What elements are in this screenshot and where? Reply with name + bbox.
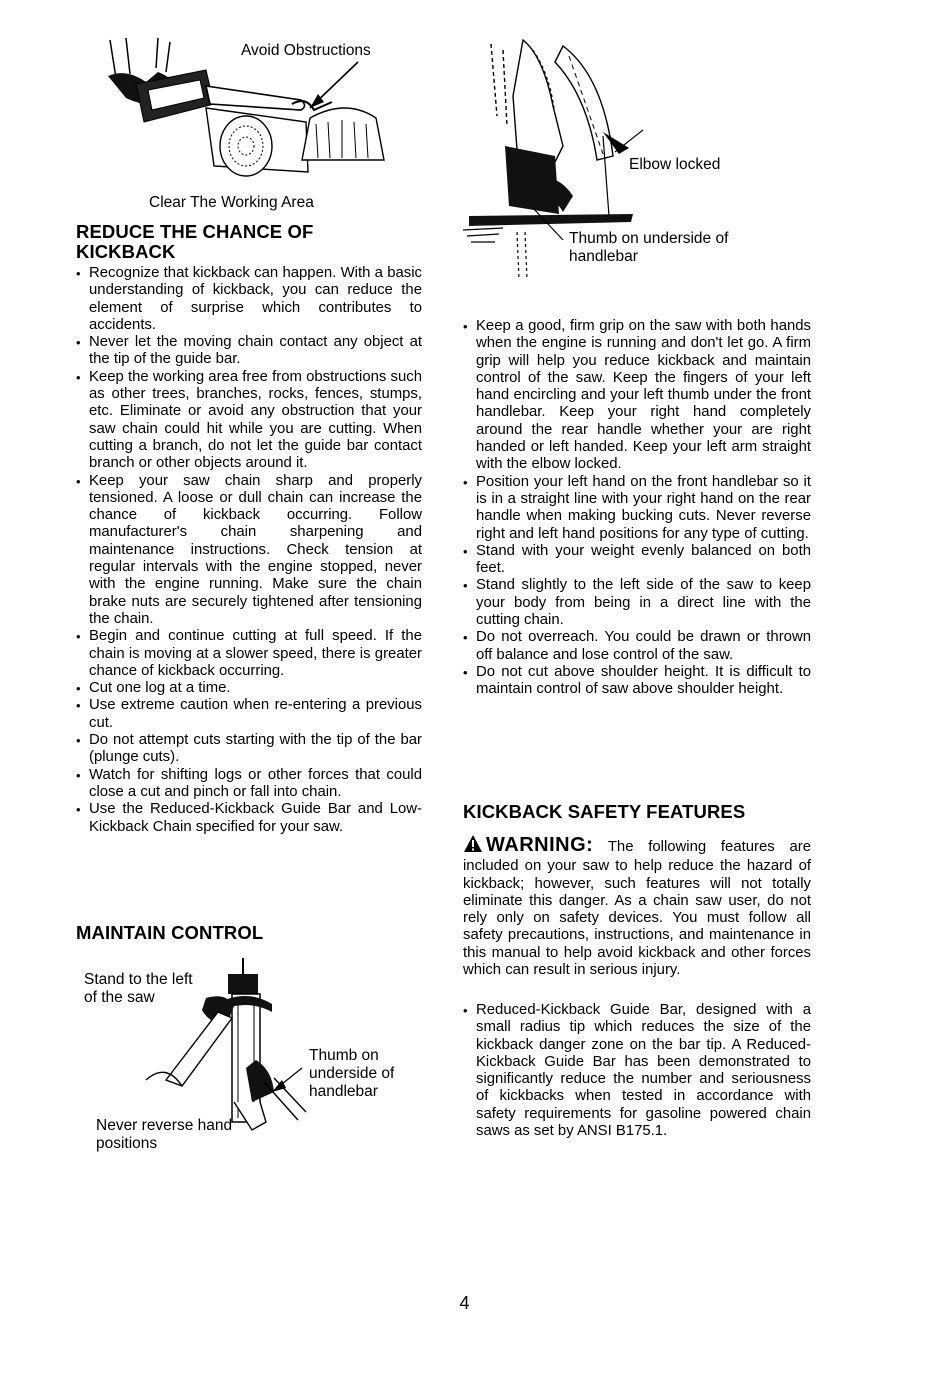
list-item: • Position your left hand on the front handlebar so it is in a straight line with your right hand on the rear handle when making bucking cuts. Never reverse right and left hand positions for any type of cutting.: [463, 474, 811, 543]
maintain-control-figure: [76, 952, 422, 1162]
list-item: • Do not overreach. You could be drawn or thrown off balance and lose control of the saw.: [463, 629, 811, 664]
clear-working-area-caption: Clear The Working Area: [149, 194, 314, 211]
kickback-features-list: [463, 1002, 811, 1140]
list-item: • Do not attempt cuts starting with the tip of the bar (plunge cuts).: [76, 732, 422, 767]
list-item: • Do not cut above shoulder height. It is difficult to maintain control of saw above shoulder height.: [463, 664, 811, 699]
chainsaw-log-illustration: [96, 38, 396, 188]
warning-paragraph: [463, 834, 811, 979]
reduce-kickback-list: [76, 265, 422, 836]
list-item: • Use the Reduced-Kickback Guide Bar and Low-Kickback Chain specified for your saw.: [76, 801, 422, 836]
warning-text: The following features are included on your saw to help reduce the hazard of kickback; however, such features will not totally eliminate this danger. As a chain saw user, do not rely only on safety devices. You must follow all safety precautions, instructions, and maintenance in this manual to help avoid kickback and other forces which can result in serious injury.: [463, 839, 811, 979]
avoid-obstructions-label: Avoid Obstructions: [241, 42, 371, 59]
list-item: • Cut one log at a time.: [76, 680, 422, 697]
maintain-control-list: [463, 318, 811, 699]
list-item: • Stand slightly to the left side of the saw to keep your body from being in a direct line with the cutting chain.: [463, 577, 811, 629]
heading-kickback-safety-features: KICKBACK SAFETY FEATURES: [463, 801, 746, 822]
warning-word: WARNING:: [486, 834, 594, 856]
stand-left-label: Stand to the left of the saw: [84, 971, 193, 1006]
page-number: 4: [459, 1293, 470, 1313]
list-item: • Keep the working area free from obstructions such as other trees, branches, rocks, fences, stumps, etc. Eliminate or avoid any obstruction that your saw chain could hit while you are cutting. When cutting a branch, do not let the guide bar contact branch or other objects around it.: [76, 369, 422, 473]
list-item: • Watch for shifting logs or other forces that could close a cut and pinch or fall into chain.: [76, 767, 422, 802]
list-item: • Reduced-Kickback Guide Bar, designed with a small radius tip which reduces the size of the kickback danger zone on the bar tip. A Reduced-Kickback Guide Bar has been demonstrated to significantly reduce the number and seriousness of kickbacks when tested in accordance with safety requirements for gasoline powered chain saws as set by ANSI B175.1.: [463, 1002, 811, 1140]
heading-maintain-control: MAINTAIN CONTROL: [76, 922, 264, 943]
avoid-obstructions-figure: [96, 38, 396, 188]
list-item: • Begin and continue cutting at full speed. If the chain is moving at a slower speed, there is greater chance of kickback occurring.: [76, 628, 422, 680]
list-item: • Recognize that kickback can happen. With a basic understanding of kickback, you can reduce the element of surprise which contributes to accidents.: [76, 265, 422, 334]
elbow-locked-figure: [463, 36, 811, 300]
list-item: • Keep your saw chain sharp and properly tensioned. A loose or dull chain can increase the chance of kickback occurring. Follow manufacturer's chain sharpening and maintenance instructions. Check tension at regular intervals with the engine stopped, never with the engine running. Make sure the chain brake nuts are securely tightened after tensioning the chain.: [76, 473, 422, 629]
list-item: • Use extreme caution when re-entering a previous cut.: [76, 697, 422, 732]
warning-triangle-icon: [463, 834, 483, 858]
thumb-underside-label: Thumb on underside of handlebar: [309, 1047, 395, 1100]
elbow-locked-label: Elbow locked: [629, 156, 721, 173]
list-item: • Keep a good, firm grip on the saw with both hands when the engine is running and don't let go. A firm grip will help you reduce kickback and maintain control of the saw. Keep the fingers of your left hand encircling and your left thumb under the front handlebar. Keep your right hand completely around the rear handle whether your are right handed or left handed. Keep your left arm straight with the elbow locked.: [463, 318, 811, 474]
heading-reduce-kickback: REDUCE THE CHANCE OF KICKBACK: [76, 221, 314, 262]
list-item: • Stand with your weight evenly balanced on both feet.: [463, 543, 811, 578]
never-reverse-label: Never reverse hand positions: [96, 1117, 233, 1152]
thumb-underside-label-top: Thumb on underside of handlebar: [569, 230, 729, 265]
list-item: • Never let the moving chain contact any object at the tip of the guide bar.: [76, 334, 422, 369]
